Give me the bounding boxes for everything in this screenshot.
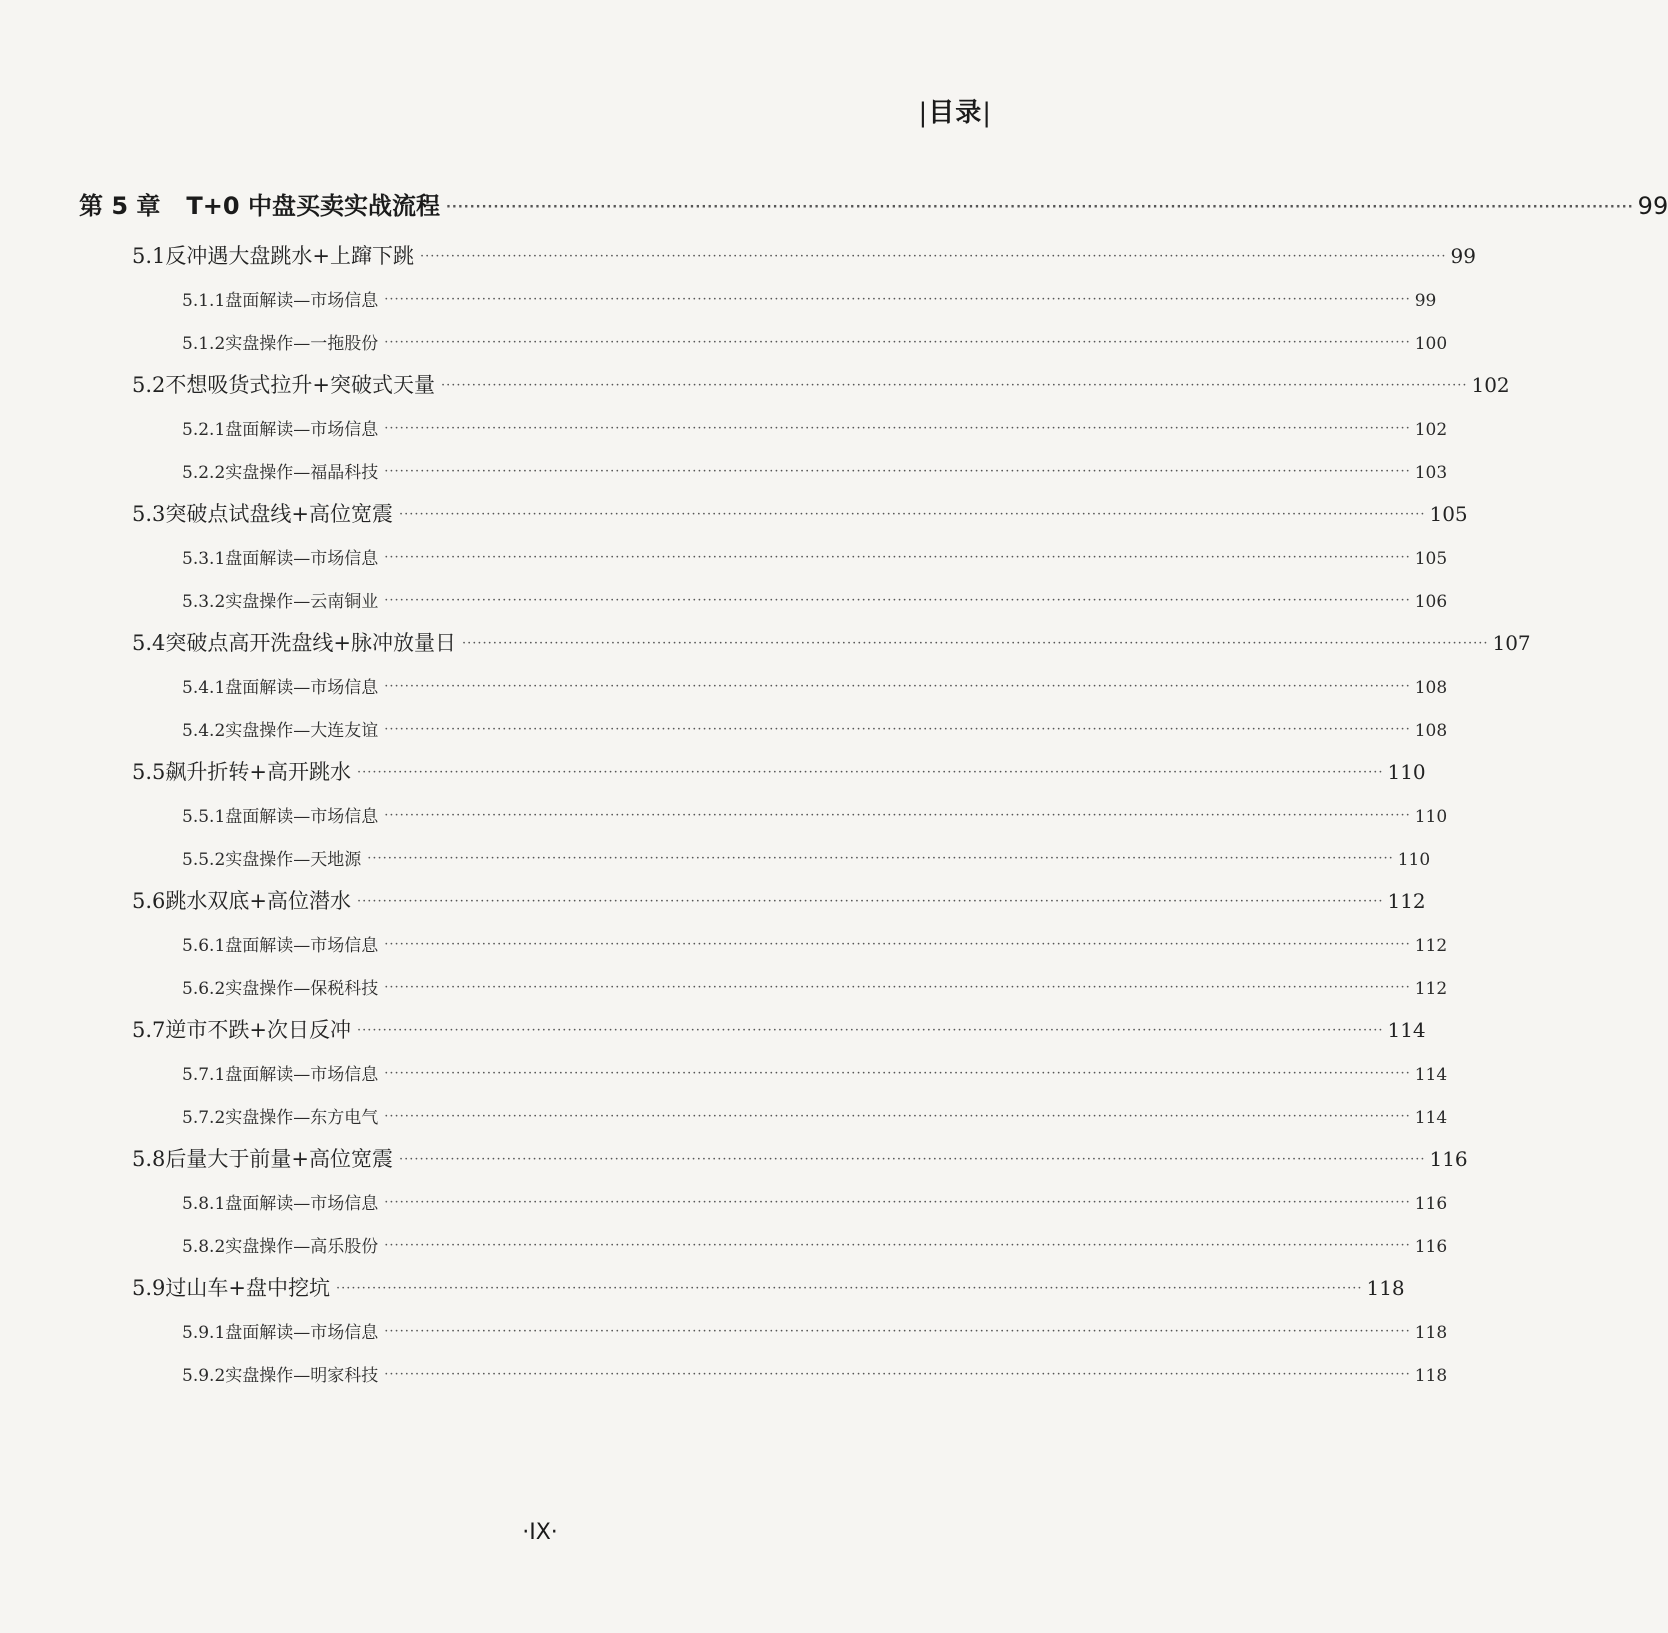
section-page-number: 110 [1387,760,1426,784]
subsection-title: 盘面解读—市场信息 [225,1323,379,1343]
toc-section-row[interactable] [132,1143,1468,1173]
toc-subsection-row[interactable] [182,931,1448,956]
toc-subsection-row[interactable] [182,845,1431,870]
subsection-number: 5.7.1 [182,1065,226,1085]
subsection-number: 5.8.2 [182,1237,226,1257]
chapter-page-number: 99 [1637,192,1668,220]
subsection-number: 5.9.1 [182,1323,226,1343]
section-number: 5.1 [132,244,166,268]
dot-leader: ········································································································································································································ [384,1324,1411,1339]
toc-subsection-row[interactable] [182,1060,1448,1085]
toc-section-row[interactable] [132,240,1476,270]
section-number: 5.7 [132,1018,166,1042]
subsection-page-number: 112 [1414,979,1448,999]
section-page-number: 112 [1387,889,1426,913]
subsection-page-number: 108 [1414,721,1448,741]
dot-leader: ········································································································································································································ [399,507,1426,522]
subsection-title: 盘面解读—市场信息 [225,936,379,956]
toc-subsection-row[interactable] [182,1318,1448,1343]
dot-leader: ········································································································································································································ [384,464,1411,479]
subsection-title: 盘面解读—市场信息 [225,1065,379,1085]
subsection-title: 盘面解读—市场信息 [225,1194,379,1214]
subsection-number: 5.2.2 [182,463,226,483]
section-title: 不想吸货式拉升+突破式天量 [165,373,436,397]
header-bar-right: | [982,98,992,128]
chapter-title: T+0 中盘买卖实战流程 [186,192,440,220]
section-page-number: 99 [1450,244,1476,268]
dot-leader: ········································································································································································································ [367,851,1394,866]
dot-leader: ········································································································································································································ [441,378,1468,393]
section-number: 5.2 [132,373,166,397]
subsection-page-number: 116 [1414,1194,1448,1214]
chapter-number: 第 5 章 [79,192,161,220]
subsection-title: 实盘操作—东方电气 [225,1108,379,1128]
subsection-number: 5.3.2 [182,592,226,612]
subsection-number: 5.6.2 [182,979,226,999]
subsection-title: 实盘操作—云南铜业 [225,592,379,612]
toc-section-row[interactable] [132,1014,1426,1044]
dot-leader: ········································································································································································································ [384,335,1411,350]
running-header [918,92,992,129]
dot-leader: ········································································································································································································ [420,249,1447,264]
subsection-page-number: 114 [1414,1108,1448,1128]
dot-leader: ········································································································································································································ [399,1152,1426,1167]
section-number: 5.3 [132,502,166,526]
section-title: 反冲遇大盘跳水+上蹿下跳 [165,244,415,268]
toc-subsection-row[interactable] [182,1361,1448,1386]
toc-section-row[interactable] [132,498,1468,528]
dot-leader: ········································································································································································································ [384,1367,1411,1382]
dot-leader: ········································································································································································································ [336,1281,1363,1296]
subsection-number: 5.1.2 [182,334,226,354]
toc-subsection-row[interactable] [182,415,1448,440]
subsection-title: 盘面解读—市场信息 [225,678,379,698]
header-label: 目录 [928,98,983,128]
dot-leader: ········································································································································································································ [384,937,1411,952]
section-title: 跳水双底+高位潜水 [165,889,352,913]
dot-leader: ········································································································································································································ [384,1195,1411,1210]
subsection-title: 实盘操作—高乐股份 [225,1237,379,1257]
section-title: 逆市不跌+次日反冲 [165,1018,352,1042]
dot-leader: ········································································································································································································ [445,200,1634,215]
dot-leader: ········································································································································································································ [384,550,1411,565]
subsection-number: 5.3.1 [182,549,226,569]
toc-subsection-row[interactable] [182,587,1448,612]
subsection-number: 5.5.1 [182,807,226,827]
subsection-number: 5.4.2 [182,721,226,741]
subsection-number: 5.5.2 [182,850,226,870]
toc-subsection-row[interactable] [182,1232,1448,1257]
dot-leader: ········································································································································································································ [357,1023,1384,1038]
dot-leader: ········································································································································································································ [384,421,1411,436]
subsection-number: 5.9.2 [182,1366,226,1386]
header-bar-left: | [918,98,929,128]
subsection-page-number: 118 [1414,1366,1448,1386]
dot-leader: ········································································································································································································ [384,1109,1411,1124]
toc-subsection-row[interactable] [182,1103,1448,1128]
subsection-page-number: 116 [1414,1237,1448,1257]
section-title: 突破点试盘线+高位宽震 [165,502,394,526]
subsection-page-number: 114 [1414,1065,1448,1085]
section-number: 5.5 [132,760,166,784]
section-page-number: 116 [1429,1147,1468,1171]
toc-section-row[interactable] [132,369,1510,399]
subsection-page-number: 110 [1397,850,1431,870]
dot-leader: ········································································································································································································ [384,1066,1411,1081]
subsection-title: 实盘操作—天地源 [225,850,362,870]
subsection-title: 实盘操作—一拖股份 [225,334,379,354]
section-page-number: 102 [1471,373,1510,397]
section-page-number: 105 [1429,502,1468,526]
dot-leader: ········································································································································································································ [357,765,1384,780]
subsection-page-number: 102 [1414,420,1448,440]
subsection-title: 盘面解读—市场信息 [225,420,379,440]
dot-leader: ········································································································································································································ [384,593,1411,608]
section-page-number: 118 [1366,1276,1405,1300]
section-title: 飙升折转+高开跳水 [165,760,352,784]
section-title: 突破点高开洗盘线+脉冲放量日 [165,631,457,655]
section-number: 5.8 [132,1147,166,1171]
section-page-number: 107 [1492,631,1531,655]
toc-subsection-row[interactable] [182,458,1448,483]
subsection-number: 5.8.1 [182,1194,226,1214]
page-footer-number: ·IX· [522,1520,558,1545]
section-page-number: 114 [1387,1018,1426,1042]
toc-subsection-row[interactable] [182,974,1448,999]
section-number: 5.6 [132,889,166,913]
subsection-page-number: 99 [1414,291,1437,311]
dot-leader: ········································································································································································································ [384,808,1411,823]
subsection-number: 5.2.1 [182,420,226,440]
toc-subsection-row[interactable] [182,1189,1448,1214]
subsection-title: 盘面解读—市场信息 [225,549,379,569]
subsection-page-number: 105 [1414,549,1448,569]
section-number: 5.4 [132,631,166,655]
subsection-page-number: 118 [1414,1323,1448,1343]
toc-subsection-row[interactable] [182,802,1448,827]
subsection-number: 5.4.1 [182,678,226,698]
subsection-number: 5.6.1 [182,936,226,956]
dot-leader: ········································································································································································································ [357,894,1384,909]
subsection-title: 实盘操作—明家科技 [225,1366,379,1386]
toc-section-row[interactable] [132,627,1531,657]
subsection-number: 5.1.1 [182,291,226,311]
subsection-title: 实盘操作—大连友谊 [225,721,379,741]
toc-section-row[interactable] [132,1272,1405,1302]
toc-subsection-row[interactable] [182,286,1437,311]
subsection-title: 盘面解读—市场信息 [225,807,379,827]
toc-section-row[interactable] [132,756,1426,786]
dot-leader: ········································································································································································································ [384,679,1411,694]
dot-leader: ········································································································································································································ [384,292,1411,307]
toc-subsection-row[interactable] [182,329,1448,354]
toc-subsection-row[interactable] [182,716,1448,741]
toc-chapter-row[interactable] [79,186,1668,221]
dot-leader: ········································································································································································································ [384,1238,1411,1253]
subsection-page-number: 112 [1414,936,1448,956]
subsection-page-number: 103 [1414,463,1448,483]
subsection-number: 5.7.2 [182,1108,226,1128]
dot-leader: ········································································································································································································ [384,722,1411,737]
toc-section-row[interactable] [132,885,1426,915]
subsection-title: 盘面解读—市场信息 [225,291,379,311]
subsection-page-number: 108 [1414,678,1448,698]
dot-leader: ········································································································································································································ [462,636,1489,651]
section-title: 后量大于前量+高位宽震 [165,1147,394,1171]
subsection-title: 实盘操作—保税科技 [225,979,379,999]
toc-subsection-row[interactable] [182,673,1448,698]
dot-leader: ········································································································································································································ [384,980,1411,995]
subsection-page-number: 106 [1414,592,1448,612]
toc-subsection-row[interactable] [182,544,1448,569]
subsection-page-number: 110 [1414,807,1448,827]
subsection-page-number: 100 [1414,334,1448,354]
subsection-title: 实盘操作—福晶科技 [225,463,379,483]
section-title: 过山车+盘中挖坑 [165,1276,331,1300]
section-number: 5.9 [132,1276,166,1300]
